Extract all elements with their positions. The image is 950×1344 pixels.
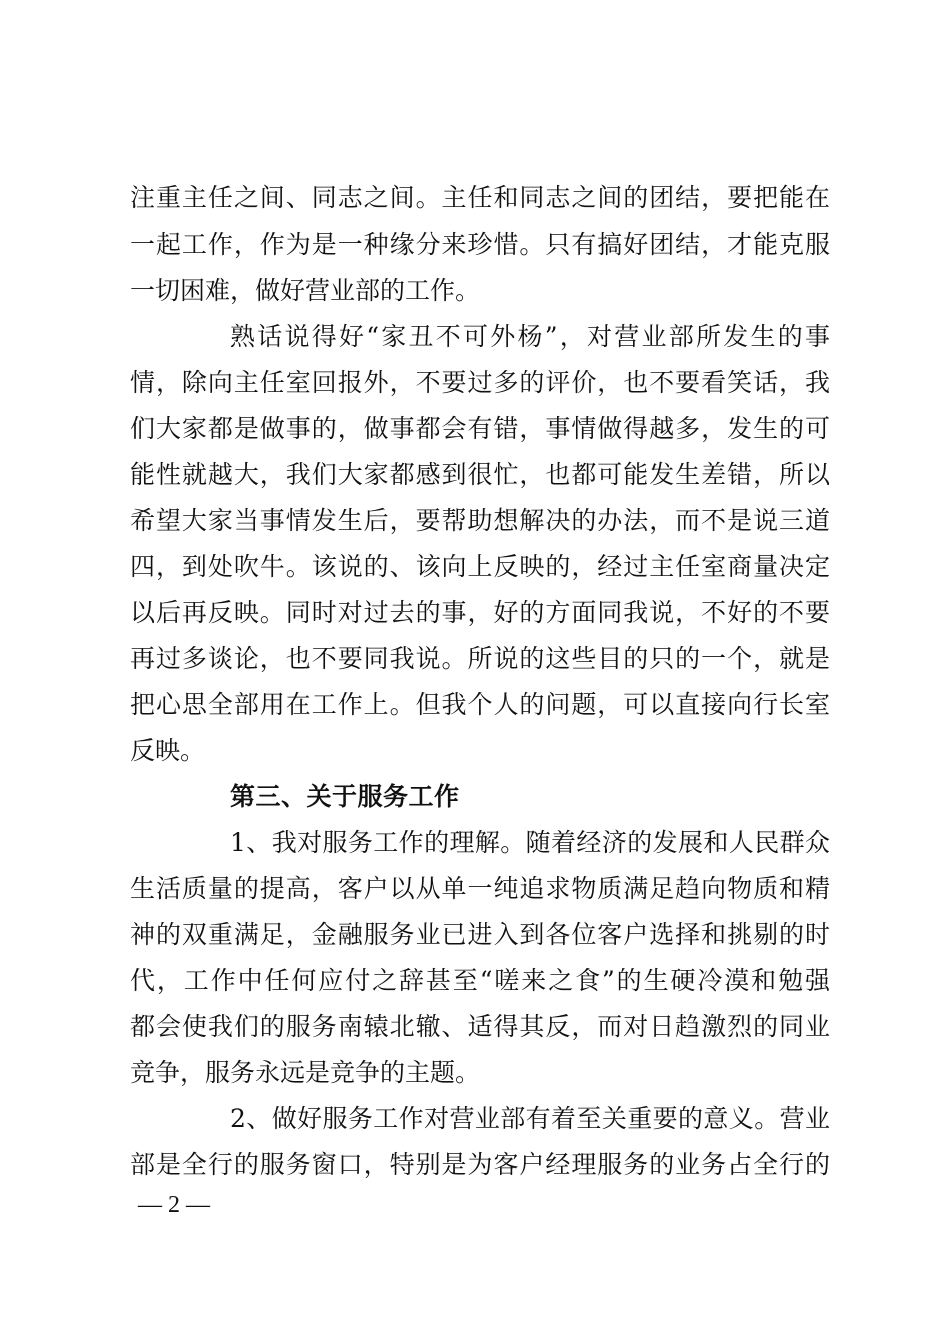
text-line: 注重主任之间、同志之间。主任和同志之间的团结，要把能在 (130, 183, 830, 212)
text-line: 再过多谈论，也不要同我说。所说的这些目的只的一个，就是 (130, 644, 830, 673)
text-line: 能性就越大，我们大家都感到很忙，也都可能发生差错，所以 (130, 460, 830, 489)
text-line: 竞争，服务永远是竞争的主题。 (130, 1058, 481, 1087)
text-line: 部是全行的服务窗口，特别是为客户经理服务的业务占全行的 (130, 1150, 830, 1179)
text-line: 都会使我们的服务南辕北辙、适得其反，而对日趋激烈的同业 (130, 1012, 830, 1041)
text-line: 四，到处吹牛。该说的、该向上反映的，经过主任室商量决定 (130, 552, 830, 581)
text-line: 们大家都是做事的，做事都会有错，事情做得越多，发生的可 (130, 414, 830, 443)
text-line: 以后再反映。同时对过去的事，好的方面同我说，不好的不要 (130, 598, 830, 627)
text-line: 代，工作中任何应付之辞甚至“嗟来之食”的生硬冷漠和勉强 (130, 966, 830, 995)
text-line: 熟话说得好“家丑不可外杨”，对营业部所发生的事 (230, 322, 830, 351)
text-line: 生活质量的提高，客户以从单一纯追求物质满足趋向物质和精 (130, 874, 830, 903)
text-line: 一切困难，做好营业部的工作。 (130, 276, 481, 305)
text-line: 一起工作，作为是一种缘分来珍惜。只有搞好团结，才能克服 (130, 230, 830, 259)
text-line: 1、我对服务工作的理解。随着经济的发展和人民群众 (230, 828, 830, 857)
page-number: — 2 — (138, 1192, 210, 1218)
text-line: 神的双重满足，金融服务业已进入到各位客户选择和挑剔的时 (130, 920, 830, 949)
text-line: 2、做好服务工作对营业部有着至关重要的意义。营业 (230, 1104, 830, 1133)
text-line: 反映。 (130, 736, 206, 765)
text-line: 情，除向主任室回报外，不要过多的评价，也不要看笑话，我 (130, 368, 830, 397)
text-line: 把心思全部用在工作上。但我个人的问题，可以直接向行长室 (130, 690, 830, 719)
section-heading: 第三、关于服务工作 (230, 782, 460, 811)
text-line: 希望大家当事情发生后，要帮助想解决的办法，而不是说三道 (130, 506, 830, 535)
